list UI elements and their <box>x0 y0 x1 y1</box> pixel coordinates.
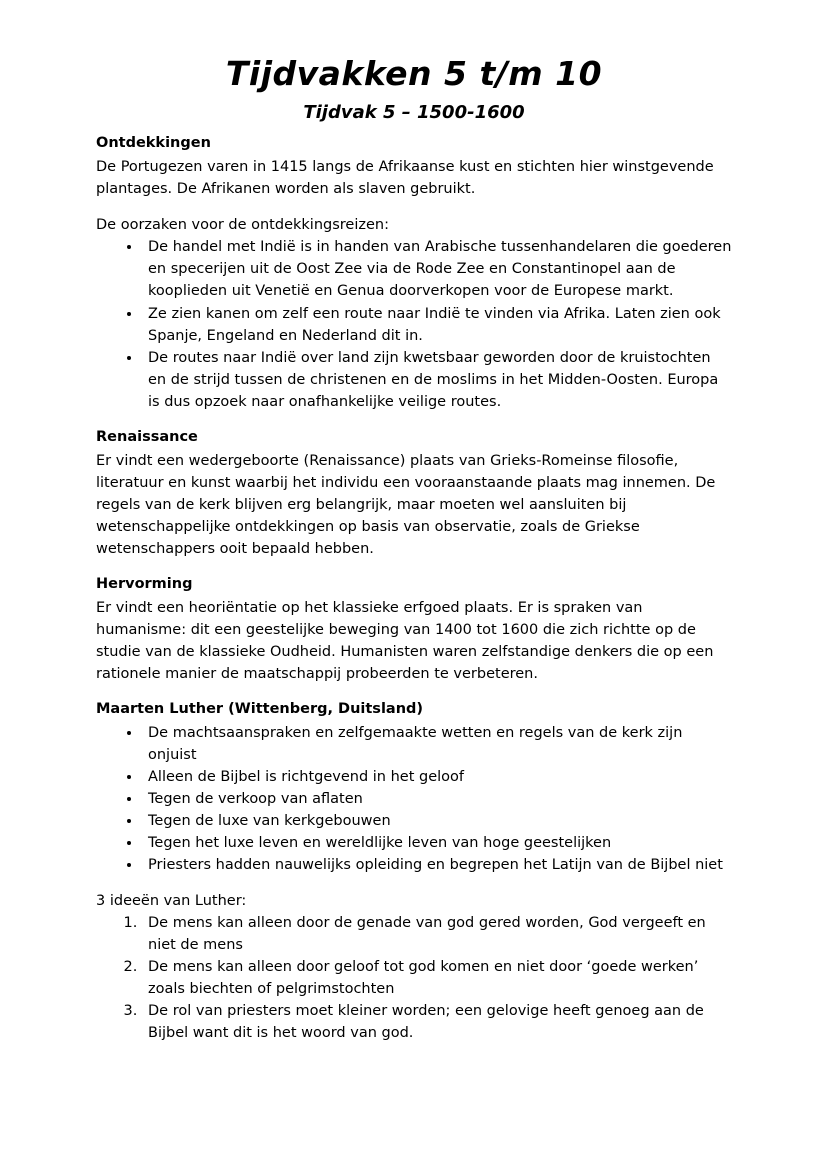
section-heading: Renaissance <box>96 428 198 445</box>
list-item: • Alleen de Bijbel is richtgevend in het geloof <box>142 766 732 788</box>
list-item: • Ze zien kanen om zelf een route naar Indië te vinden via Afrika. Laten zien ook Spanje, Engeland en Nederland dit in. <box>142 303 732 347</box>
page-title: Tijdvakken 5 t/m 10 <box>225 54 603 93</box>
section-ontdekkingen <box>96 133 732 412</box>
section-hervorming <box>96 574 732 685</box>
ideas-intro: 3 ideeën van Luther: <box>96 893 247 910</box>
section-paragraph: Er vindt een heoriëntatie op het klassieke erfgoed plaats. Er is spraken van humanisme: dit een geestelijke beweging van 1400 tot 1600 die zich richtte op de studie van de klassieke Oudheid. Humanisten waren zelfstandige denkers die op een rationele manier de maatschappij probeerden te verbeteren. <box>96 599 714 682</box>
list-item: • Priesters hadden nauwelijks opleiding en begrepen het Latijn van de Bijbel niet <box>142 854 732 876</box>
list-item: • Tegen de verkoop van aflaten <box>142 788 732 810</box>
section-heading: Maarten Luther (Wittenberg, Duitsland) <box>96 700 424 717</box>
bullet-list <box>96 722 732 876</box>
section-paragraph: De Portugezen varen in 1415 langs de Afrikaanse kust en stichten hier winstgevende plantages. De Afrikanen worden als slaven gebruikt. <box>96 159 714 198</box>
section-paragraph: De oorzaken voor de ontdekkingsreizen: <box>96 217 389 234</box>
list-item: • De machtsaanspraken en zelfgemaakte wetten en regels van de kerk zijn onjuist <box>142 722 732 766</box>
list-item: • De handel met Indië is in handen van Arabische tussenhandelaren die goederen en specerijen uit de Oost Zee via de Rode Zee en Constantinopel aan de kooplieden uit Venetië en Genua doorverkopen voor de Europese markt. <box>142 236 732 302</box>
section-renaissance <box>96 427 732 560</box>
list-item: • Tegen het luxe leven en wereldlijke leven van hoge geestelijken <box>142 832 732 854</box>
list-item: 3. De rol van priesters moet kleiner worden; een gelovige heeft genoeg aan de Bijbel want dit is het woord van god. <box>142 1000 732 1044</box>
list-item: • Tegen de luxe van kerkgebouwen <box>142 810 732 832</box>
section-heading: Hervorming <box>96 575 193 592</box>
section-paragraph: Er vindt een wedergeboorte (Renaissance) plaats van Grieks-Romeinse filosofie, literatuur en kunst waarbij het individu een vooraanstaande plaats mag innemen. De regels van de kerk blijven erg belangrijk, maar moeten wel aansluiten bij wetenschappelijke ontdekkingen op basis van observatie, zoals de Griekse wetenschappers ooit bepaald hebben. <box>96 452 716 557</box>
list-item: 1. De mens kan alleen door de genade van god gered worden, God vergeeft en niet de mens <box>142 912 732 956</box>
section-maarten-luther <box>96 699 732 876</box>
page-subtitle: Tijdvak 5 – 1500-1600 <box>303 102 525 124</box>
section-heading: Ontdekkingen <box>96 135 211 152</box>
list-item: 2. De mens kan alleen door geloof tot god komen en niet door ‘goede werken’ zoals biechten of pelgrimstochten <box>142 956 732 1000</box>
bullet-list <box>96 236 732 412</box>
numbered-list <box>96 912 732 1044</box>
list-item: • De routes naar Indië over land zijn kwetsbaar geworden door de kruistochten en de strijd tussen de christenen en de moslims in het Midden-Oosten. Europa is dus opzoek naar onafhankelijke veilige routes. <box>142 347 732 413</box>
section-ideeen-van-luther <box>96 890 732 1044</box>
